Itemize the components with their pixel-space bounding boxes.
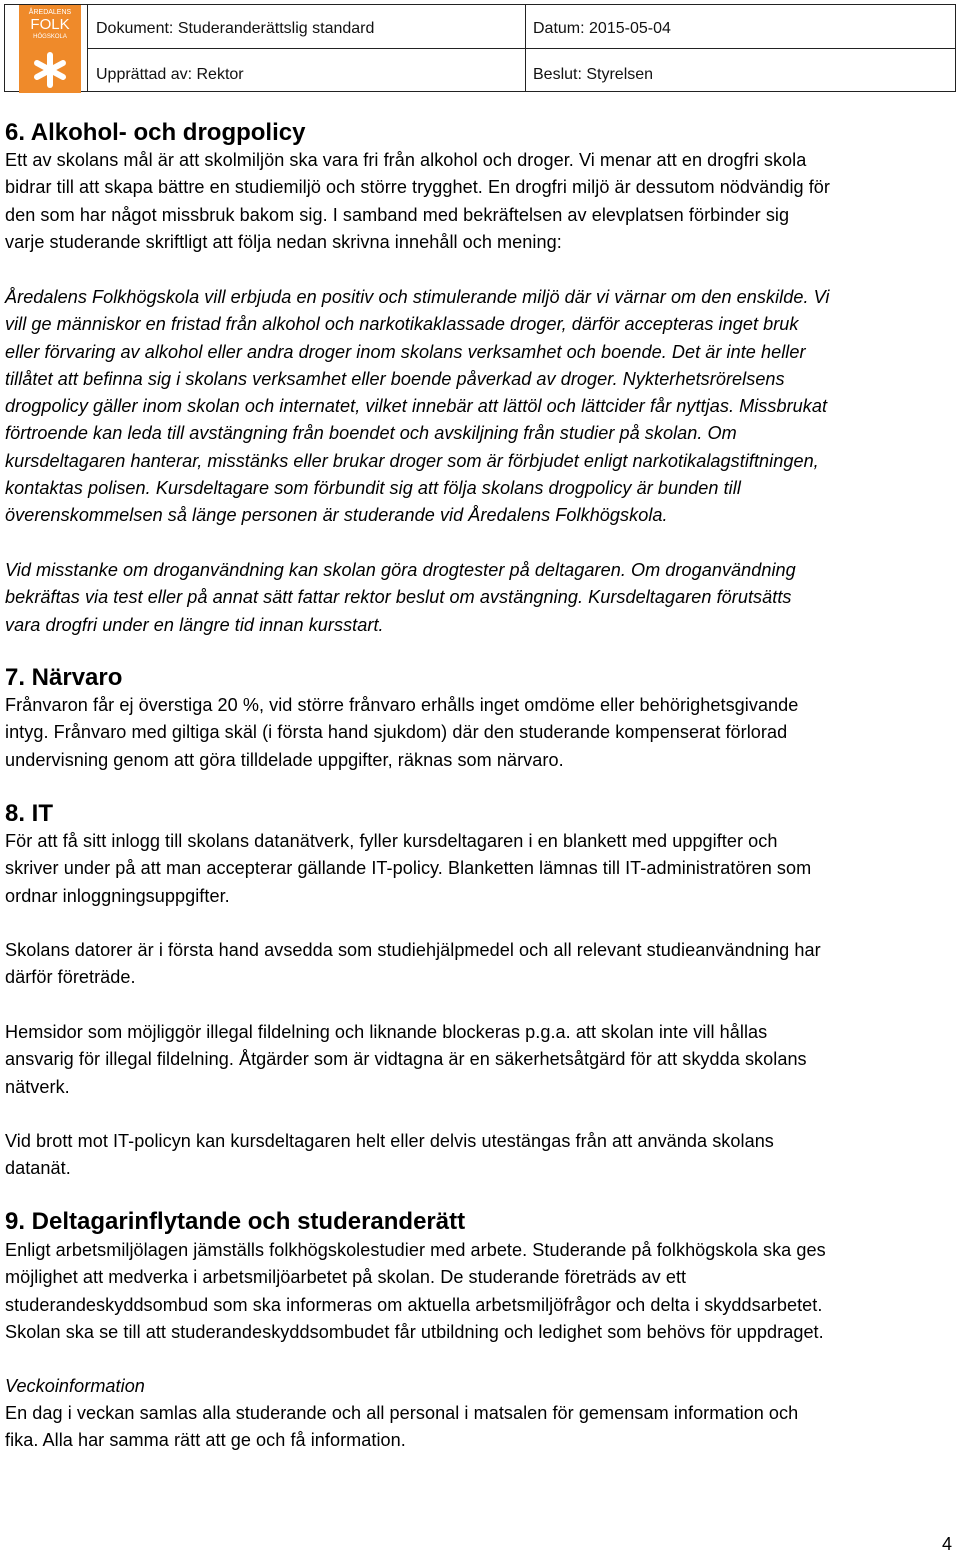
section-8-paragraph-1 (5, 828, 955, 910)
text-line: bekräftas via test eller på annat sätt fattar rektor beslut om avstängning. Kursdeltagaren förutsätts (5, 587, 792, 608)
header-divider-horizontal (87, 48, 955, 49)
text-line: Frånvaron får ej överstiga 20 %, vid större frånvaro erhålls inget omdöme eller behörighetsgivande (5, 695, 799, 715)
section-8-paragraph-2 (5, 937, 955, 992)
section-6-paragraph-2 (5, 284, 955, 530)
document-header (4, 4, 956, 92)
section-8-title: 8. IT (5, 800, 54, 827)
text-line: nätverk. (5, 1076, 70, 1097)
text-line: ordnar inloggningsuppgifter. (5, 885, 230, 906)
svg-text:FOLK: FOLK (30, 16, 70, 33)
text-line: studerandeskyddsombud som ska informeras om aktuella arbetsmiljöfrågor och delta i skyddsarbetet. (5, 1294, 823, 1315)
text-line: Vid misstanke om droganvändning kan skolan göra drogtester på deltagaren. Om droganvändning (5, 560, 796, 580)
logo-cell (5, 5, 88, 91)
text-line: intyg. Frånvaro med giltiga skäl (i första hand sjukdom) där den studerande kompenserat förlorad (5, 722, 788, 743)
text-line: fika. Alla har samma rätt att ge och få information. (5, 1430, 406, 1451)
text-line: Skolans datorer är i första hand avsedda som studiehjälpmedel och all relevant studieanvändning har (5, 940, 821, 960)
text-line: En dag i veckan samlas alla studerande och all personal i matsalen för gemensam information och (5, 1403, 799, 1423)
text-line: Vid brott mot IT-policyn kan kursdeltagaren helt eller delvis utestängas från att använda skolans (5, 1131, 774, 1151)
text-line: drogpolicy gäller inom skolan och internatet, vilket innebär att lättöl och lättcider får nyttjas. Missbrukat (5, 396, 828, 417)
text-line: tillåtet att befinna sig i skolans verksamhet eller boende påverkad av droger. Nykterhetsrörelsens (5, 368, 785, 389)
section-6-title: 6. Alkohol- och drogpolicy (5, 119, 306, 146)
svg-text:HÖGSKOLA: HÖGSKOLA (33, 34, 67, 40)
text-line: vill ge människor en fristad från alkohol och narkotikaklassade droger, därför accepteras inget bruk (5, 314, 799, 335)
document-decision: Beslut: Styrelsen (533, 66, 654, 83)
text-line: därför företräde. (5, 967, 136, 988)
text-line: kursdeltagaren hanterar, misstänks eller brukar droger som är förbjudet enligt narkotikalagstiftningen, (5, 450, 819, 471)
section-8-paragraph-4 (5, 1128, 955, 1183)
school-logo (19, 5, 81, 93)
text-line: datanät. (5, 1158, 71, 1179)
text-line: För att få sitt inlogg till skolans datanätverk, fyller kursdeltagaren i en blankett med uppgifter och (5, 831, 778, 851)
svg-text:ÅREDALENS: ÅREDALENS (28, 9, 72, 16)
section-9-paragraph-2 (5, 1400, 955, 1455)
text-line: Ett av skolans mål är att skolmiljön ska vara fri från alkohol och droger. Vi menar att en drogfri skola (5, 150, 807, 170)
section-6-paragraph-1 (5, 147, 955, 256)
text-line: möjlighet att medverka i arbetsmiljöarbetet på skolan. De studerande företräds av ett (5, 1267, 687, 1288)
text-line: bidrar till att skapa bättre en studiemiljö och större trygghet. En drogfri miljö är dessutom nödvändig för (5, 177, 830, 198)
text-line: varje studerande skriftligt att följa nedan skrivna innehåll och mening: (5, 231, 562, 252)
section-9-title: 9. Deltagarinflytande och studeranderätt (5, 1208, 466, 1235)
text-line: undervisning genom att göra tilldelade uppgifter, räknas som närvaro. (5, 749, 564, 770)
document-author: Upprättad av: Rektor (96, 66, 244, 83)
section-9-subheading: Veckoinformation (5, 1376, 145, 1396)
text-line: skriver under på att man accepterar gällande IT-policy. Blanketten lämnas till IT-administratören som (5, 858, 812, 879)
header-divider-vertical (525, 5, 526, 91)
section-7-paragraph-1 (5, 692, 955, 774)
text-line: Hemsidor som möjliggör illegal fildelning och liknande blockeras p.g.a. att skolan inte vill hållas (5, 1022, 768, 1042)
page-number: 4 (941, 1534, 952, 1554)
text-line: Enligt arbetsmiljölagen jämställs folkhögskolestudier med arbete. Studerande på folkhögskola ska ges (5, 1240, 826, 1260)
text-line: ansvarig för illegal fildelning. Åtgärder som är vidtagna är en säkerhetsåtgärd för att skydda skolans (5, 1049, 807, 1070)
document-date: Datum: 2015-05-04 (533, 20, 671, 37)
section-8-paragraph-3 (5, 1019, 955, 1101)
text-line: kontaktas polisen. Kursdeltagare som förbundit sig att följa skolans drogpolicy är bunden till (5, 478, 741, 499)
text-line: Åredalens Folkhögskola vill erbjuda en positiv och stimulerande miljö där vi värnar om den enskilde. Vi (5, 287, 830, 307)
text-line: eller förvaring av alkohol eller andra droger inom skolans verksamhet och boende. Det är inte heller (5, 341, 806, 362)
document-name: Dokument: Studeranderättslig standard (96, 20, 375, 37)
section-6-paragraph-3 (5, 557, 955, 639)
text-line: den som har något missbruk bakom sig. I samband med bekräftelsen av elevplatsen förbinder sig (5, 204, 790, 225)
text-line: Skolan ska se till att studerandeskyddsombudet får utbildning och ledighet som behövs för uppdraget. (5, 1321, 824, 1342)
section-9-paragraph-1 (5, 1237, 955, 1346)
section-7-title: 7. Närvaro (5, 664, 123, 691)
text-line: vara drogfri under en längre tid innan kursstart. (5, 614, 384, 635)
text-line: förtroende kan leda till avstängning från boendet och avskiljning från studier på skolan. Om (5, 423, 737, 444)
text-line: överenskommelsen så länge personen är studerande vid Åredalens Folkhögskola. (5, 505, 668, 526)
